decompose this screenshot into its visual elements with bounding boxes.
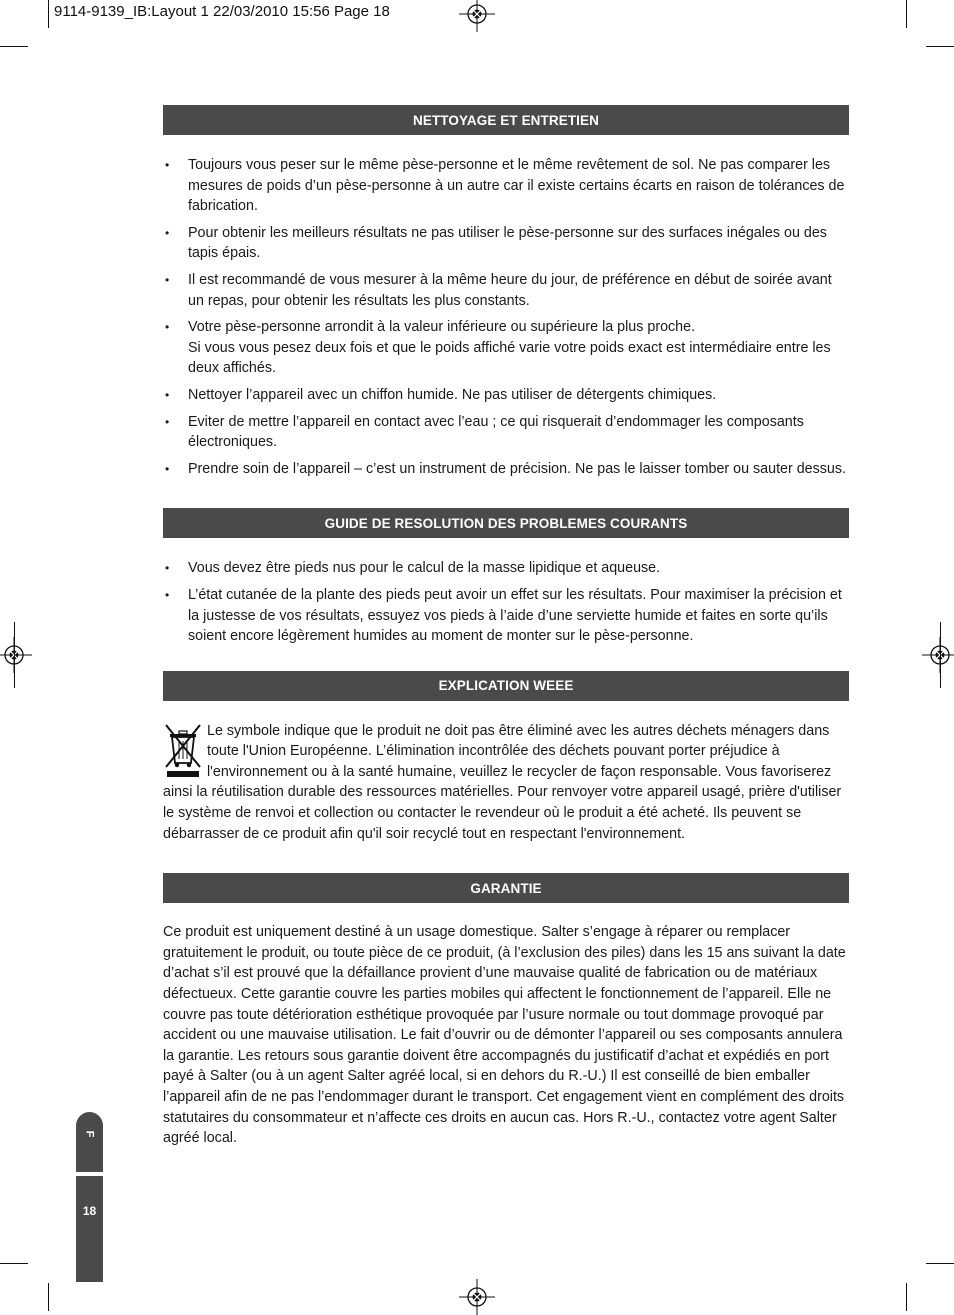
warranty-paragraph: Ce produit est uniquement destiné à un usage domestique. Salter s’engage à réparer ou remplacer gratuitement le produit, ou toute pièce de ce produit, (à l’exclusion des piles) dans les 15 ans suivant la date d’achat s’il est prouvé que la défaillance provient d’une mauvaise qualité de fabrication ou de matériaux défectueux. Cette garantie couvre les parties mobiles qui affectent le fonctionnement de l’appareil. Elle ne couvre pas toute détérioration esthétique provoquée par l’usure normale ou tout dommage provoqué par accident ou une mauvaise utilisation. Le fait d’ouvrir ou de démonter l’appareil ou ses composants annulera la garantie. Les retours sous garantie doivent être accompagnés du justificatif d’achat et expédiés en port payé à Salter (ou à un agent Salter agréé local, si en dehors du R.-U.) Il est conseillé de bien emballer l’appareil afin de ne pas l’endommager durant le transport. Cet engagement vient en complément des droits statutaires du consommateur et n’affecte ces droits en aucun cas. Hors R.-U., contactez votre agent Salter agréé local. [163,924,846,1147]
bullet-icon: • [165,587,170,602]
crop-mark [0,1263,28,1264]
list-item: • Vous devez être pieds nus pour le calcul de la masse lipidique et aqueuse. [163,558,849,579]
bullet-icon: • [165,158,170,172]
cleaning-list [163,155,849,479]
page-number: 18 [82,1204,97,1218]
section-header-cleaning: NETTOYAGE ET ENTRETIEN [163,105,849,135]
print-slug: 9114-9139_IB:Layout 1 22/03/2010 15:56 Page 18 [54,3,390,20]
registration-mark-icon [459,1279,495,1315]
weee-text-block [163,721,849,845]
registration-mark-icon [459,0,495,32]
crop-mark [906,1283,907,1311]
list-item: • Nettoyer l’appareil avec un chiffon humide. Ne pas utiliser de détergents chimiques. [163,385,849,406]
bullet-icon: • [165,414,170,429]
crop-mark [48,0,49,28]
list-item: • Il est recommandé de vous mesurer à la même heure du jour, de préférence en début de soirée avant un repas, pour obtenir les résultats les plus constants. [165,271,832,309]
bullet-icon: • [165,225,170,240]
language-label: F [83,1130,96,1138]
bullet-icon: • [165,320,170,335]
language-side-tab [76,1112,103,1282]
list-item: • Prendre soin de l’appareil – c’est un instrument de précision. Ne pas le laisser tomber ou sauter dessus. [163,459,849,480]
bullet-icon: • [165,272,170,287]
bullet-icon: • [165,387,170,402]
page-content [163,105,849,1149]
section-header-troubleshooting: GUIDE DE RESOLUTION DES PROBLEMES COURANTS [163,508,849,538]
registration-mark-icon [0,637,32,673]
bullet-icon: • [165,561,170,576]
crop-mark [926,1263,954,1264]
registration-mark-icon [922,637,954,673]
crop-mark [0,46,28,47]
crop-mark [926,46,954,47]
crop-mark [940,622,941,688]
section-header-warranty: GARANTIE [163,873,849,903]
troubleshooting-list [163,558,849,646]
weee-paragraph: Le symbole indique que le produit ne doit pas être éliminé avec les autres déchets ménagers dans toute l'Union Européenne. L’élimination incontrôlée des déchets pouvant porter préjudice à l'environnement ou à la santé humaine, veuillez le recycler de façon responsable. Vous favoriserez ainsi la réutilisation durable des ressources matérielles. Pour renvoyer votre appareil usagé, prière d'utiliser le système de renvoi et collection ou contacter le revendeur où le produit a été acheté. Ils peuvent se débarrasser de ce produit afin qu'il soir recyclé tout en respectant l'environnement. [163,722,842,842]
list-item: • Toujours vous peser sur le même pèse-personne et le même revêtement de sol. Ne pas comparer les mesures de poids d’un pèse-personne à un autre car il existe certains écarts en raison de tolérances de fabrication. [165,157,845,215]
list-item: • Votre pèse-personne arrondit à la valeur inférieure ou supérieure la plus proche. Si vous vous pesez deux fois et que le poids affiché varie votre poids exact est intermédiaire entre les deux affichés. [165,319,831,377]
crossed-bin-icon [163,723,203,779]
crop-mark [14,622,15,688]
list-item: • Eviter de mettre l’appareil en contact avec l’eau ; ce qui risquerait d’endommager les composants électroniques. [165,413,804,451]
list-item: • L’état cutanée de la plante des pieds peut avoir un effet sur les résultats. Pour maximiser la précision et la justesse de vos résultats, essuyez vos pieds à l’aide d’une serviette humide et faites en sorte qu’ils soient encore légèrement humides au moment de monter sur le pèse-personne. [165,586,842,645]
crop-mark [906,0,907,28]
tab-divider [76,1172,103,1176]
bullet-icon: • [165,461,170,476]
crop-mark [48,1283,49,1311]
list-item: • Pour obtenir les meilleurs résultats ne pas utiliser le pèse-personne sur des surfaces inégales ou des tapis épais. [165,224,827,262]
section-header-weee: EXPLICATION WEEE [163,671,849,701]
